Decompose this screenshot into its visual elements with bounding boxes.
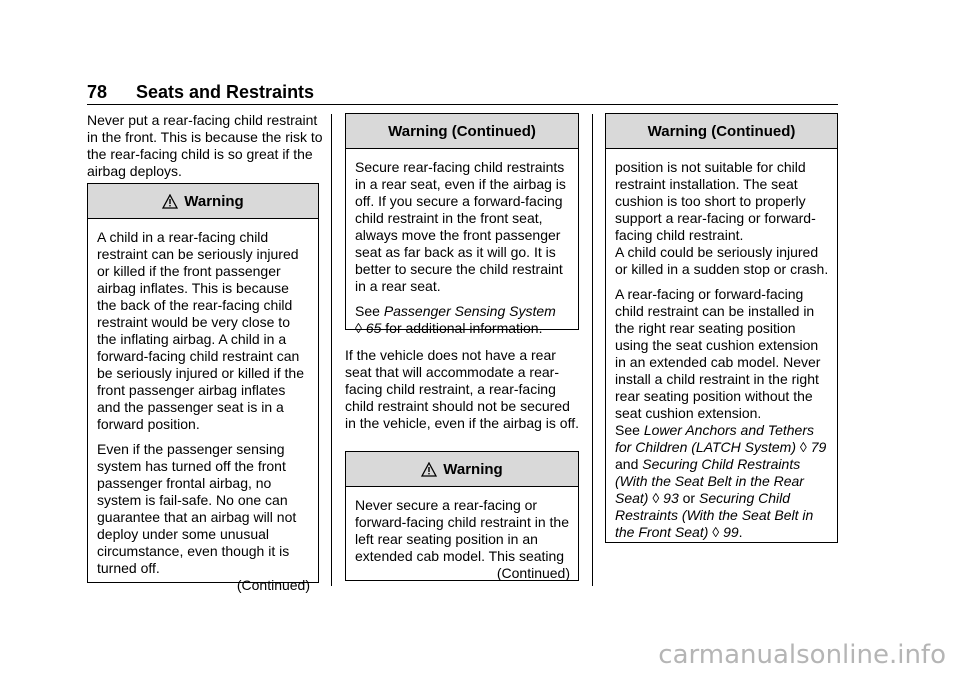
page-ref-icon: ◊ bbox=[799, 439, 807, 455]
warning-paragraph: A child in a rear-facing child restraint can be seriously injured or killed if the front passenger airbag inflates. This is because the back of the rear-facing child restraint would be very close to the inflating airbag. A child in a forward-facing child restraint can be seriously injured or killed if the front passenger airbag inflates and the passenger seat is in a forward position. bbox=[97, 229, 304, 432]
warning-paragraph: Never secure a rear-facing or forward-facing child restraint in the left rear seating position in an extended cab model. This seating bbox=[355, 497, 569, 564]
page-ref-icon: ◊ bbox=[355, 320, 362, 336]
warning-triangle-icon bbox=[162, 194, 178, 209]
reference-page[interactable]: 93 bbox=[663, 490, 679, 506]
page-header bbox=[87, 82, 838, 105]
warning-paragraph: position is not suitable for child restraint installation. The seat cushion is too short to properly support a rear-facing or forward-facing child restraint. bbox=[615, 159, 816, 243]
page-ref-icon: ◊ bbox=[712, 524, 720, 540]
warning-header bbox=[346, 114, 578, 149]
warning-triangle-icon bbox=[421, 462, 437, 477]
page-ref-icon: ◊ bbox=[652, 490, 660, 506]
reference-title[interactable]: Securing Child Restraints (With the Seat Belt in the Rear Seat) bbox=[615, 456, 804, 506]
warning-box-4 bbox=[605, 113, 838, 543]
continued-label: (Continued) bbox=[496, 565, 570, 581]
warning-header bbox=[606, 114, 837, 149]
reference-title[interactable]: Lower Anchors and Tethers for Children (LATCH System) bbox=[615, 422, 814, 455]
cross-reference: See Passenger Sensing System ◊ 65 for additional information. bbox=[355, 303, 556, 336]
warning-title: Warning bbox=[184, 192, 244, 210]
reference-page[interactable]: 65 bbox=[365, 320, 382, 336]
body-paragraph: If the vehicle does not have a rear seat that will accommodate a rear-facing child restraint, a rear-facing child restraint should not be secured in the vehicle, even if the airbag is off. bbox=[345, 347, 579, 431]
warning-header bbox=[346, 452, 578, 487]
warning-header bbox=[88, 184, 318, 219]
warning-paragraph: A rear-facing or forward-facing child restraint can be installed in the right rear seating position using the seat cushion extension in an extended cab model. Never install a child restraint in the right rear seating position without the seat cushion extension. bbox=[615, 286, 821, 421]
reference-title[interactable]: Securing Child Restraints (With the Seat Belt in the Front Seat) bbox=[615, 490, 814, 540]
warning-paragraph: A child could be seriously injured or killed in a sudden stop or crash. bbox=[615, 244, 829, 277]
column-divider-1 bbox=[331, 114, 332, 586]
reference-page[interactable]: 99 bbox=[723, 524, 739, 540]
warning-title: Warning (Continued) bbox=[388, 122, 536, 140]
warning-title: Warning bbox=[443, 460, 503, 478]
section-title: Seats and Restraints bbox=[136, 82, 315, 102]
warning-box-1 bbox=[87, 183, 319, 593]
column-divider-2 bbox=[592, 114, 593, 586]
continued-label: (Continued) bbox=[236, 577, 310, 593]
warning-box-3 bbox=[345, 451, 579, 581]
warning-box-2 bbox=[345, 113, 579, 336]
warning-paragraph: Secure rear-facing child restraints in a rear seat, even if the airbag is off. If you secure a forward-facing child restraint in the front seat, always move the front passenger seat as far back as it will go. It is better to secure the child restraint in a rear seat. bbox=[355, 159, 566, 294]
reference-page[interactable]: 79 bbox=[810, 439, 827, 455]
page-number: 78 bbox=[87, 82, 108, 102]
cross-reference: See Lower Anchors and Tethers for Children (LATCH System) ◊ 79 and Securing Child Restraints (With the Seat Belt in the Rear Seat) ◊ 93 or Securing Child Restraints (With the Seat Belt in the Front Seat) ◊ 99. bbox=[615, 422, 827, 540]
intro-paragraph: Never put a rear-facing child restraint in the front. This is because the risk to the rear-facing child is so great if the airbag deploys. bbox=[87, 112, 323, 179]
reference-title[interactable]: Passenger Sensing System bbox=[383, 303, 556, 319]
warning-title: Warning (Continued) bbox=[647, 122, 796, 140]
watermark: carmanualsonline.info bbox=[658, 640, 946, 670]
warning-paragraph: Even if the passenger sensing system has turned off the front passenger frontal airbag, no system is fail-safe. No one can guarantee that an airbag will not deploy under some unusual circumstance, even though it is turned off. bbox=[97, 441, 297, 576]
